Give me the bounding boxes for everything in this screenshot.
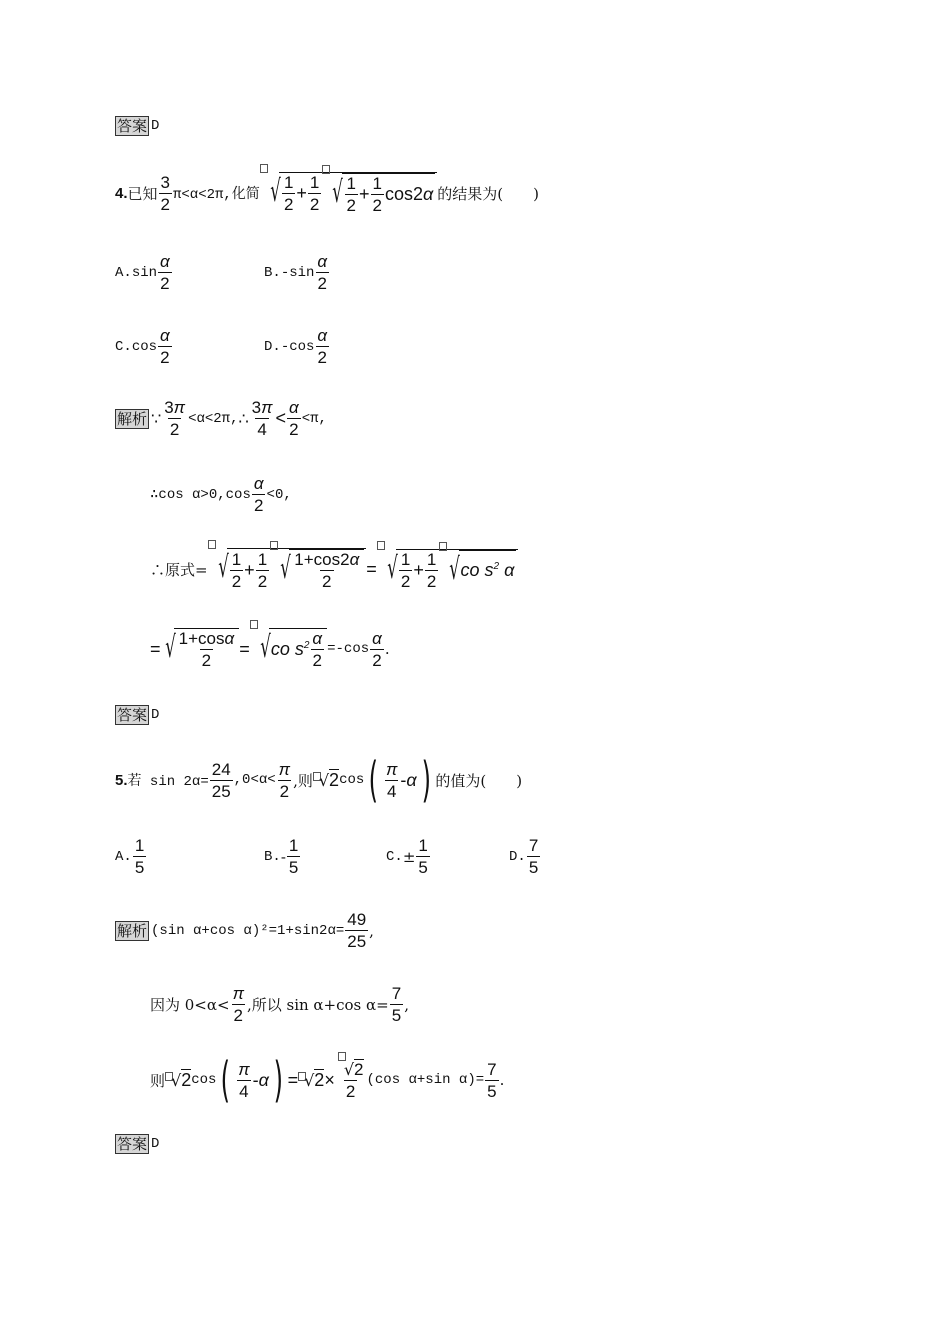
option-letter: C. (386, 848, 403, 865)
period: . (499, 1071, 505, 1089)
therefore-symbol: ∴ (238, 409, 249, 428)
q5-stem-mid2: ,则 (293, 771, 313, 790)
placeholder-box (260, 164, 268, 173)
q4-frac-3-2: $\frac{3}{2}$ (160, 172, 170, 214)
q4-stem (115, 170, 539, 216)
q3-answer: D (151, 118, 160, 134)
q4-a3-text: ∴原式= (150, 561, 208, 579)
q5-a2-mid: ,所以 sin α+cos α= (246, 996, 389, 1014)
q4-stem-pre: 已知 (127, 184, 158, 203)
q5-a1-text: (sin α+cos α)²=1+sin2α= (151, 922, 345, 939)
option-func: -cos (280, 338, 315, 355)
q4-stem-cond: π<α<2π,化简 (173, 187, 260, 203)
q5-a3-mid: (cos α+sin α)= (366, 1072, 485, 1088)
q5-option-a: A. $\frac{1}{5}$ (115, 836, 145, 877)
q4-a1-end: <π, (301, 410, 327, 427)
option-sign: ± (402, 847, 416, 866)
option-letter: C. (115, 338, 132, 355)
option-func: sin (131, 264, 158, 281)
option-letter: B. (264, 848, 281, 865)
q5-analysis-line1: 解析 (sin α+cos α)²=1+sin2α= $\frac{49}{25}$ , (117, 910, 374, 951)
period: . (384, 640, 390, 658)
comma: , (404, 995, 409, 1014)
q4-a2-end: <0, (266, 486, 292, 503)
q4-option-c: C. cos $\frac{\alpha}{2}$ (115, 326, 170, 367)
q4-analysis-line2: ∴cos α>0,cos $\frac{\alpha}{2}$ <0, (150, 474, 292, 515)
sqrt-sign-icon: √ (270, 173, 281, 209)
q5-stem-end: 的值为( ) (435, 771, 523, 790)
q5-option-c: C. ± $\frac{1}{5}$ (386, 836, 428, 877)
q5-option-d: D. $\frac{7}{5}$ (509, 836, 539, 877)
q4-option-b: B. -sin $\frac{\alpha}{2}$ (264, 252, 328, 293)
q4-answer-line (115, 705, 159, 725)
analysis-label: 解析 (117, 409, 148, 428)
option-letter: B. (264, 264, 281, 281)
q5-a2-text: 因为 0<α< (150, 996, 230, 1014)
q4-analysis-line1: 解析 ∵ $\frac{3\pi}{2}$ <α<2π, ∴ $\frac{3\pi}{4}$ < $\frac{\alpha}{2}$ <π, (117, 398, 327, 439)
q4-a2-text: ∴cos α>0,cos (150, 487, 251, 503)
q4-analysis-line3: ∴原式= √ $\frac{1}{2}$ + $\frac{1}{2}$ √ $\frac{1+\cos 2\alpha}{2}$ = √ $\frac{1}{2}$ + $\frac{1}{2}$ √ co $s^2$ α (150, 548, 518, 591)
q4-analysis-line4: = √ $\frac{1+\cos\alpha}{2}$ = √ co $s^2$ $\frac{\alpha}{2}$ =-cos $\frac{\alpha}{2}$ . (150, 628, 390, 670)
analysis-label: 解析 (117, 921, 148, 940)
answer-label: 答案 (117, 1135, 148, 1153)
q5-analysis-line2: 因为 0<α< $\frac{\pi}{2}$ ,所以 sin α+cos α= $\frac{7}{5}$ , (150, 984, 409, 1025)
q4-sqrt-outer: √ $\frac{1}{2}$ + $\frac{1}{2}$ √ $\frac{1}{2}$ + $\frac{1}{2}$ cos2α (260, 172, 437, 215)
option-letter: D. (264, 338, 281, 355)
q4-option-a: A. sin $\frac{\alpha}{2}$ (115, 252, 170, 293)
q5-a3-text: 则 (150, 1071, 166, 1090)
option-func: cos (131, 338, 158, 355)
option-letter: D. (509, 848, 526, 865)
q5-stem-pre: 若 sin 2α= (127, 774, 209, 790)
option-func: -sin (280, 264, 315, 281)
q5-stem-mid: ,0<α< (233, 772, 276, 788)
option-letter: A. (115, 848, 132, 865)
q5-option-b: B. - $\frac{1}{5}$ (264, 836, 299, 877)
q4-a1-text: <α<2π, (188, 410, 239, 427)
answer-label: 答案 (117, 117, 148, 135)
q4-option-d: D. -cos $\frac{\alpha}{2}$ (264, 326, 328, 367)
q5-analysis-line3: 则 √ 2 cos ( $\frac{\pi}{4}$ -α ) = √ 2 × $\frac{√2}{2}$ (cos α+sin α)= $\frac{7}{5}$ . (150, 1052, 505, 1108)
because-symbol: ∵ (151, 409, 162, 428)
q5-answer: D (151, 1136, 160, 1152)
q5-number: 5. (115, 771, 128, 789)
option-sign: - (280, 847, 286, 866)
q4-answer: D (151, 707, 160, 723)
q4-a4-text: =-cos (327, 641, 370, 657)
q5-answer-line (115, 1134, 159, 1154)
q4-number: 4. (115, 184, 128, 202)
answer-label: 答案 (117, 706, 148, 724)
q3-answer-line (115, 116, 159, 136)
q4-stem-end: 的结果为( ) (437, 184, 539, 203)
q5-stem: 5. 若 sin 2α= $\frac{24}{25}$ ,0<α< $\frac{\pi}{2}$ ,则 √ 2 cos ( $\frac{\pi}{4}$ -α ) 的值为( ) (115, 752, 523, 808)
comma: , (369, 921, 374, 940)
option-letter: A. (115, 264, 132, 281)
